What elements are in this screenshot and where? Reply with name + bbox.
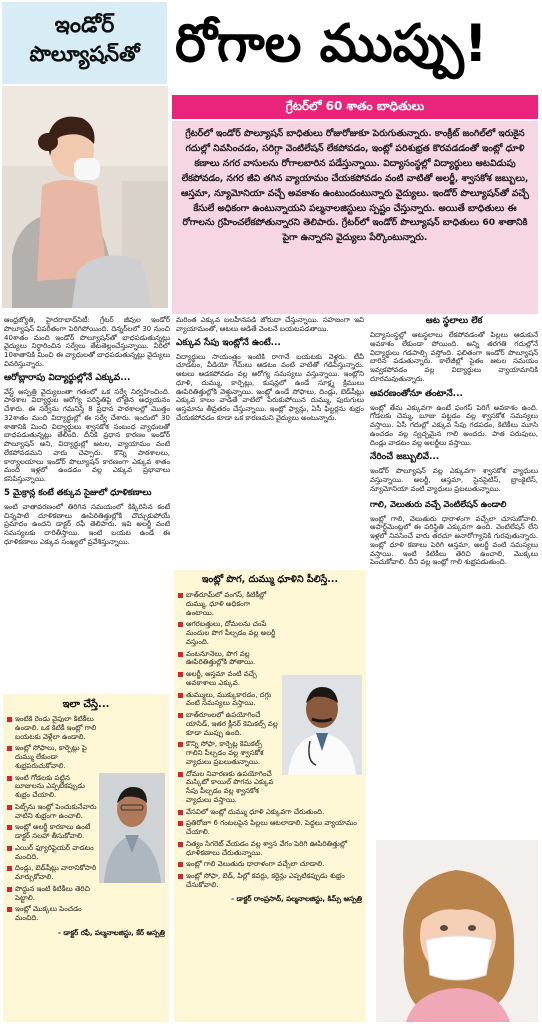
col3-para-4: ఇంట్లో గాలి, వెలుతురు ధారాళంగా వచ్చేలా చూసుకోవాలి. అపార్ట్‌మెంట్లలో ఈ పరిస్థితి ఎక్కువగా ఉంది. వెంటిలేషన్ లేని ఇళ్లలో నివసించే వారు తరచూ అనారోగ్యానికి గురవుతున్నారు. ఇంట్లో ధూళి కణాలు పెరిగి ఆస్తమా, అలర్జీ వంటి సమస్యలు వస్తాయి. ఇంటి కిటికీలు తెరిచి ఉంచాలి, మొక్కలు పెంచుకోవాలి. దీని వల్ల ఇంట్లో గాలి శుభ్రపడుతుంది. [370,514,538,567]
bullet-square-icon [178,810,183,815]
girl-with-tissue-photo [376,840,538,1022]
col1-para-2: ఇంటి వాతావరణంలో తిరిగిన సమయంలో కిక్కిరిసిన కంటే చిన్నపాటి దూళికణాలు ఊపిరితిత్తుల్లోకి చొచ్చుకుపోయే ప్రమాదం ఉందని డాక్టర్ రఫీ తెలిపారు. ఇవి అలర్జీ వంటి సమస్యలకు దారితీస్తాయి. ఇంటి బయట ఉండే ఈ ధూళికణాలు ఎక్కువ సంఖ్యలో ప్రవేశిస్తున్నాయి. [4,502,170,546]
sneezing-woman-photo [2,86,168,308]
col1-lead: ఆంధ్రజ్యోతి, హైదరాబాద్‌సిటీ: గ్రేటర్ జీవుల ఇండోర్ పొల్యూషన్ విపరీతంగా పెరిగిపోయింది. దిన్నర్‌లలో 30 నుంచి 40శాతం మంది ఇండోర్ పొల్యూషన్‌తో బాధపడుతున్నట్లు వైద్యులు నిర్ధారించిన సర్వేలు తేటతెల్లంచేస్తున్నాయి. వీరిలో 10శాతానికి మించి ఈ వ్యాధులతో బాధపడుతున్నట్లు వైద్యులు వివరిస్తున్నారు. [4,316,170,368]
bullet-item [7,823,99,841]
tips-credit: - డాక్టర్ రఫీ, పల్మనాలజిస్టు, కేర్ ఆస్పత్రి [57,928,165,937]
bullet-square-icon [178,652,183,657]
bullet-text: అలర్జీ, ఆస్తమా వంటి వచ్చే అవకాశాలు ఎక్కువ. [186,670,257,687]
bullet-square-icon [178,742,183,747]
bullet-item [178,650,278,668]
subhead-text: గ్రేటర్‌లో 60 శాతం బాధితులు [285,98,425,113]
column-2 [176,316,364,566]
bullet-text: తుమ్ములు, ముక్కుకారడం, దగ్గు వంటి సమస్యలు వస్తాయి. [186,690,272,708]
bullet-square-icon [178,862,183,867]
bullet-item [178,808,362,817]
col3-heading-4: గాలి, వెలుతురు వచ్చే వెంటిలేషన్ ఉండాలి [370,498,507,509]
bullet-text: పెట్స్‌ను ఇంట్లో పెంచుకునేవారు వాటిని శుభ్రంగా ఉంచాలి. [15,802,97,820]
col3-para-2: ఇంట్లో తేమ ఎక్కువగా ఉంటే ఫంగస్ పెరిగే అవకాశం ఉంది. గోడలకు చెమ్మ, బూజు పట్టడం వల్ల శ్వాసకోశ సమస్యలు వస్తాయి. ఏసీ గదుల్లో ఎక్కువ సేపు గడపడం, కిటికీలు మూసి ఉంచడం వల్ల స్వచ్ఛమైన గాలి అందదు. పాత పరుపులు, దిండ్లు వాడటం వల్ల అలర్జీలు వస్తాయి. [370,403,538,447]
bullet-item [7,715,99,741]
col1-para-1: వేస్ట్ ఆస్పత్రి వైద్యులంతా గతంలో ఒక సర్వే నిర్వహించింది. పాఠశాల విద్యార్థుల ఆరోగ్య పరిస్థితిపై లోతైన అధ్యయనం చేశారు. ఈ సర్వేను గమనిస్తే 8 ప్రధాన పాఠశాలల్లో మొత్తం 32శాతం మంది విద్యార్థుల్లో ఈ సర్వే చేశారు. ఇందులో 30 శాతానికి మించి విద్యార్థులు శ్వాసకోశ సంబంధ వ్యాధులతో బాధపడుతున్నట్లు తేలింది. దీనికి ప్రధాన కారణం ఇండోర్ పొల్యూషన్ అని, విద్యార్థుల్లో అటల, వ్యాయామం వంటి లేకపోవడమని వారు చెప్పారు. కొన్ని పాఠశాలలు, కార్యాలయాలు ఇండోర్ పొల్యూషన్ కారణంగా ఎక్కువ శాతం మంది ఇళ్లలో ఉండడం వల్ల ఎక్కువ ప్రభావాలు కనిపిస్తున్నాయి. [4,387,170,483]
bullet-text: పొద్దున ఇంటి కిటికీలు తెరిచి పెట్టాలి. [15,884,90,902]
bullet-text: దిండ్లు, బెడ్‌షీట్లు వారానికోసారి మార్చుకోవాలి. [15,864,97,881]
bullet-item [7,803,99,821]
bullet-square-icon [178,842,183,847]
bullet-item [178,740,278,766]
col2-heading-1: ఎక్కువ సేపు ఇంట్లోనే ఉంటే... [176,337,281,348]
tips-title: ఇలా చేస్తే... [62,699,110,710]
bullet-square-icon [178,672,183,677]
col2-heading-2: ఇంట్లో పొగ, దుమ్ము ధూళిని పీలిస్తే... [201,574,339,585]
kicker-line2: పొల్యూషన్‌తో [29,42,140,66]
col3-heading-1: ఆట స్థలాలు లేక [425,316,483,326]
col3-heading-3: నేరించే జబ్బులివే... [370,452,440,463]
bullet-item [7,864,99,882]
bullet-text: ఇంట్లో సోఫా, బెడ్, పిల్లో కవర్లు, కర్టెన్లు ఎప్పటికప్పుడు శుభ్రం చేసుకోవాలి. [186,872,345,889]
col1-heading-1: ఆరోబ్లారాపు విద్యార్థుల్లోనే ఎక్కువ... [4,372,131,383]
bullet-text: బాత్‌రూంలలో ఉపయోగించే యాసిడ్, ఇతర క్లీనర్ కెమికల్స్ వల్ల కూడా ముప్పు ఉంది. [186,711,278,737]
col1-heading-2: 5 మైక్రాన్ల కంటే తక్కువ సైజులో ధూళికణాలు [4,487,152,498]
tips-list [7,715,99,926]
bullet-item [178,872,362,890]
intro-box [172,121,538,314]
bullet-item [178,840,362,858]
bullet-item [178,770,278,805]
column-1 [4,316,170,690]
bullet-item [7,905,99,923]
col2-credit: - డాక్టర్ రాంప్రసాద్, పల్మనాలజిస్టు, కిమ్స్ ఆస్పత్రి [231,894,362,903]
intro-text: గ్రేటర్‌లో ఇండోర్ పొల్యూషన్ బాధితులు రోజురోజుకూ పెరుగుతున్నారు. కాంక్రీట్ జంగిల్‌లో ఇరుకైన గదుల్లో నివసించడం, సరిగ్గా వెంటిలేషన్ లేకపోవడం, ఇంట్లో పరిశుభ్రత కొరవడడంతో ఇంట్లో ధూళి కణాలు నగర వాసులను రోగాలబారిన పడేస్తున్నాయి. విద్యాసంస్థల్లో విద్యార్థులు ఆటవిడుపు లేకపోవడం, నగర జీవి తగిన వ్యాయామం చేయకపోవడం వంటి వాటితో అలర్జీ, శ్వాసకోశ జబ్బులు, ఆస్తమా, న్యూమోనియా వచ్చే అవకాశం ఉంటుందంటున్నారు వైద్యులు. ఇండోర్ పొల్యూషన్‌తో వచ్చే కేసులే అధికంగా ఉంటున్నాయని పల్మనాలజిస్టులు స్పష్టం చేస్తున్నారు. అయితే బాధితులు ఈ రోగాలను గ్రహించలేకపోతున్నారని తెలిపారు. గ్రేటర్‌లో ఇండోర్ పొల్యూషన్ బాధితులు 60 శాతానికి పైగా ఉన్నారని వైద్యులు పేర్కొంటున్నారు. [181,128,529,244]
bullet-item [178,691,278,709]
col2-para-1: విద్యార్థులు సాయంత్రం ఇంటికి రాగానే బయటకు వెళ్లరు. టీవీ చూడటం, వీడియో గేమ్‌లు ఆడటం వంటి వాటితో గడిపేస్తున్నారు. ఆటలు ఆడకపోవడం వల్ల ఆరోగ్య సమస్యలు వస్తున్నాయి. ఇంట్లోని ధూళి, దుమ్ము, కార్పెట్లు, కుషన్లలో ఉండే సూక్ష్మ క్రిములు ఊపిరితిత్తుల్లోకి వెళ్తున్నాయి. ఇంట్లో ఉండే సోఫాలు, దిండ్లు, బెడ్‌షీట్లు ఎక్కువ కాలం వాడితే వాటిలో పేరుకుపోయిన దుమ్ము, పురుగులు ఆస్తమాను తీవ్రతరం చేస్తున్నాయి. ఇంట్లో ఫ్యాన్లు, ఏసీ ఫిల్టర్లను శుభ్రం చేయకపోవడం కూడా ఒక కారణమని వైద్యులు అంటున్నారు. [176,352,364,422]
bullet-text: కొన్ని సోఫా, కార్పెట్ల కెమికల్స్ గాలిని పీల్చడం వల్ల శ్వాసకోశ వ్యాధులు ప్రబలుతున్నాయి. [186,740,264,766]
bullet-item [178,711,278,737]
bullet-item [7,885,99,903]
smoke-dust-box [174,570,366,1022]
bullet-square-icon [178,713,183,718]
bullet-square-icon [7,776,12,781]
col3-para-1: విద్యాసంస్థల్లో ఆటస్థలాలు లేకపోవడంతో పిల్లలు ఆడుకునే అవకాశం లేకుండా పోయింది. అన్ని తరగతి గదుల్లోనే విద్యార్థులు గడపాల్సి వస్తోంది. ఫలితంగా ఇండోర్ పొల్యూషన్ బారిన పడుతున్నారు. కాలేజీల్లో సైతం ఆటల సమయం ఇవ్వకపోవడం వల్ల విద్యార్థులు వ్యాయామానికి దూరమవుతున్నారు. [370,331,538,383]
bullet-text: ఇంట్లో సోఫాలు, కార్పెట్లు పై దుమ్ము లేకుండా శుభ్రపరుచుకోవాలి. [15,744,87,770]
bullet-square-icon [7,887,12,892]
col3-para-3: ఇండోర్ పొల్యూషన్ వల్ల ఎక్కువగా శ్వాసకోశ వ్యాధులు వస్తున్నాయి. అలర్జీ, ఆస్తమా, సైనసైటిస్, బ్రాంకైటిస్, న్యూమోనియా వంటి వ్యాధులు ప్రబలుతున్నాయి. [370,467,538,493]
doctor-ramprasad-photo [282,675,362,775]
bullet-text: ఇంట్లో అలర్జీ కారకాలు ఉంటే డాక్టర్ సలహా తీసుకోవాలి. [15,823,91,840]
col3-heading-2: ఆవరణంతోనూ తంటానే... [370,388,463,399]
bullet-text: ఇంటి గోడలకు పట్టిన బూజులను ఎప్పటికప్పుడు శుభ్రం చేయాలి. [15,773,85,799]
subhead-banner [172,95,538,119]
bullet-square-icon [7,866,12,871]
bullet-item [178,819,362,837]
bullet-text: ఇంట్లో గాలి వెలుతురు ధారాళంగా వచ్చేలా చూడాలి. [186,860,325,869]
bullet-text: ఆగరబత్తులు, దోమలను చంపే మందుల పొగ పీల్చడం వల్ల అలర్జీ వస్తుంది. [186,620,276,646]
bullet-text: వేసవిలో ఇంట్లో దుమ్ము ధూళి ఎక్కువగా చేరుతుంది. [186,807,325,816]
bullet-square-icon [178,874,183,879]
header-kicker [2,2,167,84]
page-title: రోగాల ముప్పు! [175,14,488,74]
bullet-square-icon [178,772,183,777]
bullet-item [178,670,278,688]
doctor-rafi-photo [99,773,165,883]
bullet-text: బాత్‌రూమ్‌లో వంగస్, కిటికీల్లో దుమ్ము, ధూళి అధికంగా ఉంటాయి. [186,591,267,617]
bullet-item [178,620,278,646]
bullet-text: ప్రతిరోజూ 6 గంటలపైన పిల్లలు ఆటలాడాలి. పెద్దలు వ్యాయామం చేయాలి. [186,819,357,836]
bullet-square-icon [7,846,12,851]
kicker-line1: ఇండోర్ [54,13,115,38]
column-3 [370,316,538,836]
bullet-square-icon [7,907,12,912]
bullet-text: నిత్యం సిగరెట్ వేయడం వల్ల శ్వాస వేగం పెరిగి ఊపిరితిత్తుల్లో ధూళికణాలు చేరుతున్నాయి. [186,839,348,857]
bullet-square-icon [178,593,183,598]
bullet-item [7,844,99,862]
bullet-square-icon [7,825,12,830]
bullet-square-icon [178,622,183,627]
bullet-square-icon [7,805,12,810]
bullet-text: ఇంటికి రెండు వైపులా కిటికీలు ఉండాలి. ఒక కిటికీ ఇంట్లో గాలి బయటకు వెళ్లేలా ఉండాలి. [15,715,97,741]
bullet-square-icon [7,746,12,751]
bullet-text: ఎయిర్ ఫ్యూరిఫైయర్ వాడటం మంచిది. [15,843,94,861]
bullet-text: వంటనూనెలు, పొగ వల్ల ఊపిరితిత్తుల్లోకి పోతాయి. [186,649,256,667]
bullet-square-icon [7,717,12,722]
bullet-item [178,591,278,617]
tips-box [3,694,169,1022]
bullet-item [7,774,99,800]
bullet-square-icon [178,693,183,698]
bullet-square-icon [178,821,183,826]
col2-para-0: మరింత ఎక్కువ బలహీనపడి జోరుదా చేస్తున్నాయి. సహజంగా ఇవి వ్యాయామంతో, ఆటలు ఆడితే వెంటనే బయటపడతాయి. [176,316,364,333]
bullet-item [178,860,362,869]
bullet-item [7,744,99,770]
bullet-text: ఇంట్లో మొక్కలు పెంచడం మంచిది. [15,905,82,922]
bullet-text: దోమల నివారణకు ఉపయోగించే మస్కిటో కాయిల్ పొగను ఎక్కువ సేపు పీల్చడం వల్ల శ్వాసకోశ వ్యాధులు వస్తాయి. [186,769,274,804]
